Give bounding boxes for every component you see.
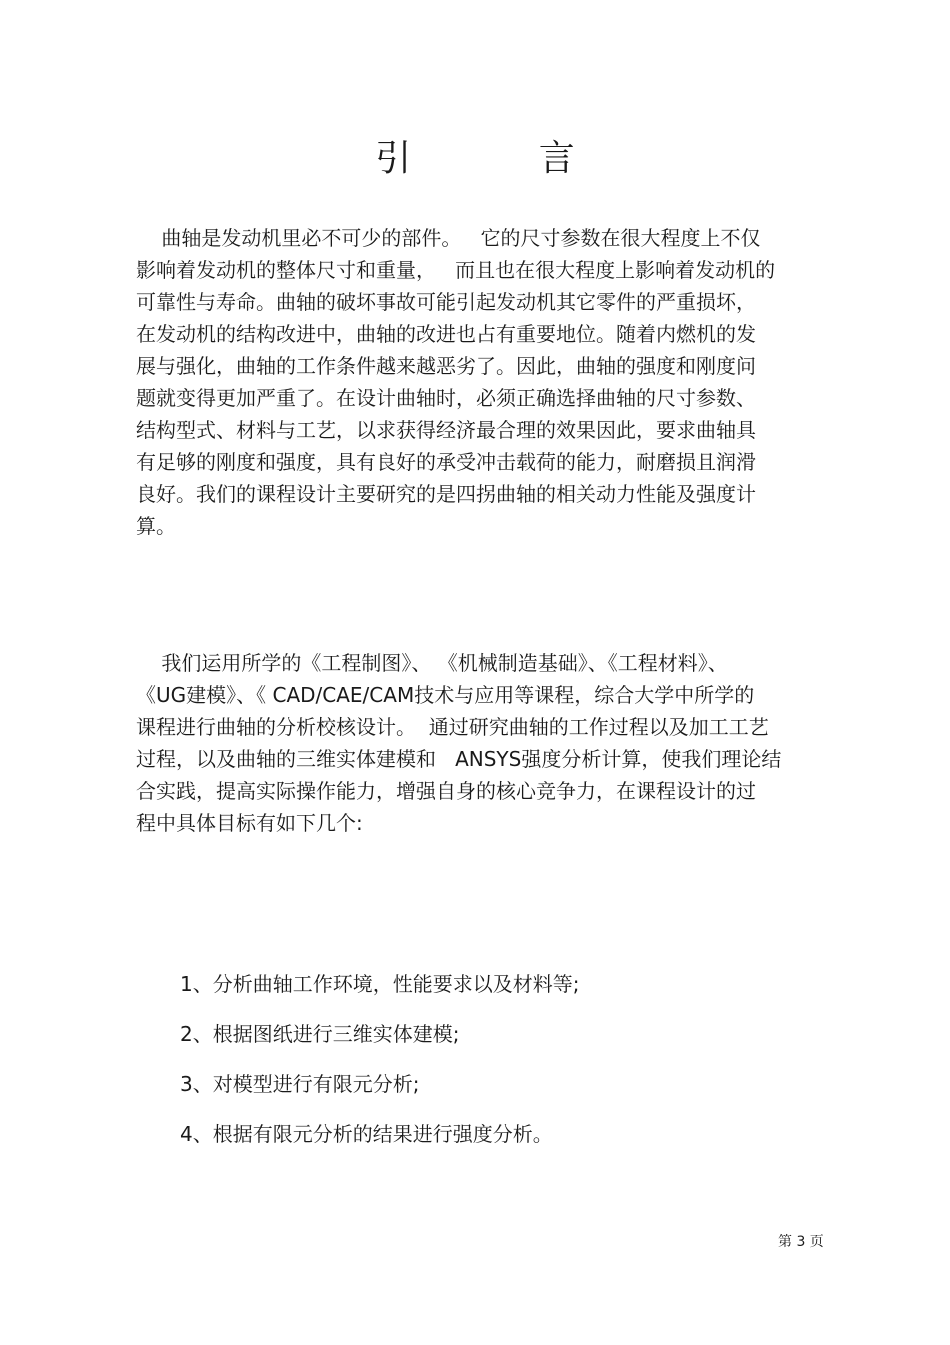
paragraph-line: 算。 [136,514,176,538]
page-number: 第 3 页 [778,1234,824,1250]
paragraph-line: 曲轴是发动机里必不可少的部件。 它的尺寸参数在很大程度上不仅 [136,226,761,250]
paragraph-line: 程中具体目标有如下几个: [136,811,363,835]
paragraph-line: 我们运用所学的《工程制图》、 《机械制造基础》、《工程材料》、 [136,651,728,675]
paragraph-line: 影响着发动机的整体尺寸和重量， 而且也在很大程度上影响着发动机的 [136,258,776,282]
paragraph-line: 可靠性与寿命。曲轴的破坏事故可能引起发动机其它零件的严重损坏， [136,290,756,314]
goals-list [180,968,579,1168]
paragraph-line: 合实践，提高实际操作能力，增强自身的核心竞争力，在课程设计的过 [136,779,756,803]
paragraph-line: 课程进行曲轴的分析校核设计。 通过研究曲轴的工作过程以及加工工艺 [136,715,769,739]
list-item: 2、根据图纸进行三维实体建模; [180,1022,460,1046]
list-item: 4、根据有限元分析的结果进行强度分析。 [180,1122,553,1146]
paragraph-line: 良好。我们的课程设计主要研究的是四拐曲轴的相关动力性能及强度计 [136,482,756,506]
paragraph-line: 过程，以及曲轴的三维实体建模和 ANSYS强度分析计算，使我们理论结 [136,747,782,771]
paragraph-line: 结构型式、材料与工艺，以求获得经济最合理的效果因此，要求曲轴具 [136,418,756,442]
list-item: 1、分析曲轴工作环境，性能要求以及材料等; [180,972,580,996]
paragraph-line: 在发动机的结构改进中，曲轴的改进也占有重要地位。随着内燃机的发 [136,322,756,346]
paragraph-line: 有足够的刚度和强度，具有良好的承受冲击载荷的能力，耐磨损且润滑 [136,450,756,474]
intro-paragraph-1 [136,222,816,542]
paragraph-line: 展与强化，曲轴的工作条件越来越恶劣了。因此，曲轴的强度和刚度问 [136,354,756,378]
page-title: 引 言 [375,138,633,179]
paragraph-line: 题就变得更加严重了。在设计曲轴时，必须正确选择曲轴的尺寸参数、 [136,386,756,410]
intro-paragraph-2 [136,647,816,839]
paragraph-line: 《UG建模》、《 CAD/CAE/CAM技术与应用等课程，综合大学中所学的 [136,683,755,707]
list-item: 3、对模型进行有限元分析; [180,1072,420,1096]
